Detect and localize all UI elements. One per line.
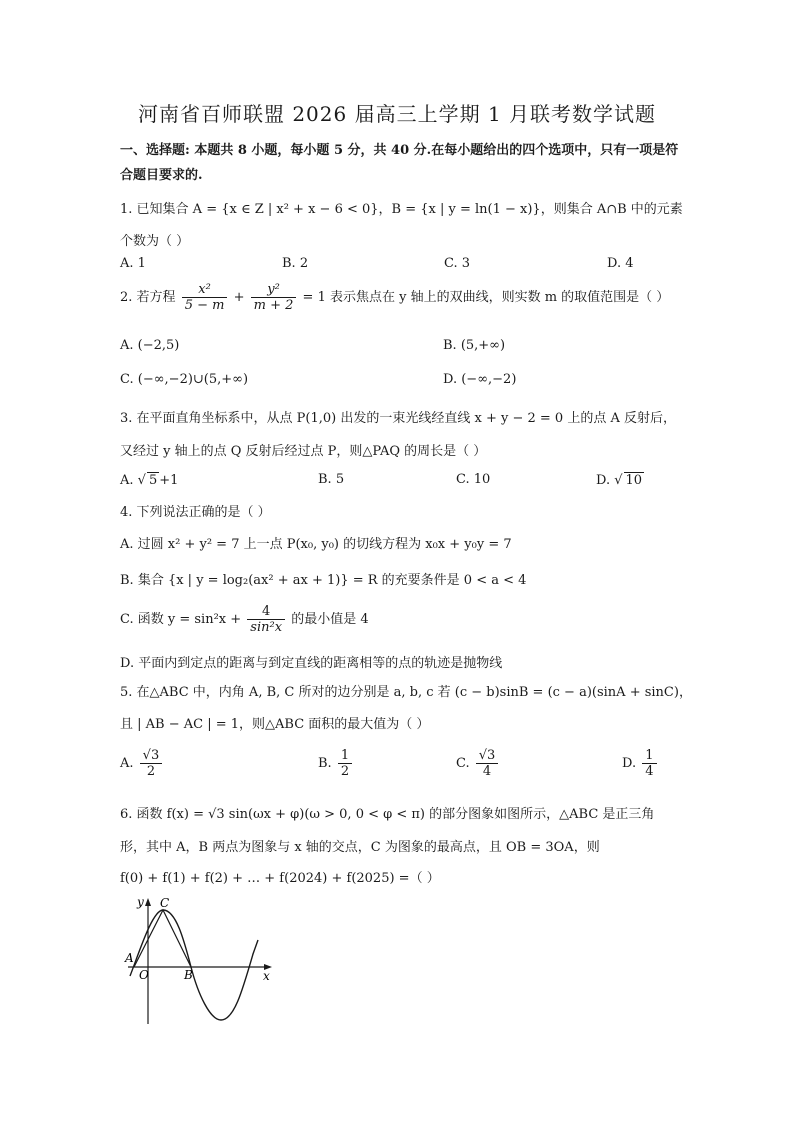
label-c: C: [160, 896, 170, 910]
q3-option-a: [120, 472, 178, 488]
page-title: 河南省百师联盟 2026 届高三上学期 1 月联考数学试题: [137, 102, 657, 126]
q5-option-b-fraction: [338, 748, 352, 779]
q5-stem-line1: 5. 在△ABC 中，内角 A, B, C 所对的边分别是 a, b, c 若 (c − b)sinB = (c − a)(sinA + sinC)，: [120, 685, 692, 700]
q5-option-d: [622, 748, 659, 779]
q6-sine-graph: [118, 896, 288, 1031]
q5-option-c: [456, 748, 500, 779]
q2-option-d: D. (−∞,−2): [443, 372, 517, 387]
q2-fraction-2: [251, 282, 297, 313]
q5-a-den: 2: [146, 764, 156, 779]
q1-stem-line1: 1. 已知集合 A = {x ∈ Z | x² + x − 6 < 0}，B = {x | y = ln(1 − x)}，则集合 A∩B 中的元素: [120, 202, 683, 217]
q2-plus: +: [233, 290, 245, 305]
q3-option-d-label: D.: [596, 473, 615, 488]
q2-suffix: = 1 表示焦点在 y 轴上的双曲线，则实数 m 的取值范围是（ ）: [302, 290, 670, 305]
q2-option-b: B. (5,+∞): [443, 338, 506, 353]
q3-option-a-tail: +1: [159, 473, 179, 488]
q4-optc-num: 4: [247, 604, 285, 620]
q3-option-b: B. 5: [318, 472, 345, 487]
q3-option-d-radicand: 10: [625, 473, 643, 488]
q4-option-d: D. 平面内到定点的距离与到定直线的距离相等的点的轨迹是抛物线: [120, 656, 503, 671]
q1-option-a: A. 1: [120, 256, 146, 271]
q5-b-den: 2: [340, 764, 350, 779]
q1-option-b: B. 2: [282, 256, 309, 271]
q2-frac1-den: 5 − m: [184, 298, 225, 313]
q5-b-num: 1: [338, 748, 352, 764]
q2-frac2-den: m + 2: [253, 298, 294, 313]
q4-stem: 4. 下列说法正确的是（ ）: [120, 505, 271, 520]
q2-frac2-num: y²: [251, 282, 297, 298]
q4-option-a: A. 过圆 x² + y² = 7 上一点 P(x₀, y₀) 的切线方程为 x₀x + y₀y = 7: [120, 537, 512, 552]
q4-option-c-fraction: [247, 604, 285, 635]
label-b: B: [184, 968, 193, 982]
sqrt-icon: √: [614, 473, 623, 488]
q5-option-b: [318, 748, 354, 779]
q5-option-a-fraction: [140, 748, 163, 779]
q3-option-a-label: A.: [120, 473, 138, 488]
q5-option-d-label: D.: [622, 756, 637, 771]
q2-fraction-1: [182, 282, 228, 313]
label-o: O: [139, 968, 149, 982]
q5-stem-line2: 且 | AB − AC | = 1，则△ABC 面积的最大值为（ ）: [120, 717, 430, 732]
q4-option-c-pre: C. 函数 y = sin²x +: [120, 612, 242, 627]
label-a: A: [125, 951, 134, 965]
q1-stem-line2: 个数为（ ）: [120, 234, 190, 249]
label-y: y: [137, 896, 144, 909]
q3-stem-line2: 又经过 y 轴上的点 Q 反射后经过点 P，则△PAQ 的周长是（ ）: [120, 444, 487, 459]
q1-option-c: C. 3: [444, 256, 471, 271]
q4-option-c: [120, 604, 369, 635]
q4-option-b: B. 集合 {x | y = log₂(ax² + ax + 1)} = R 的充要条件是 0 < a < 4: [120, 573, 527, 588]
q5-option-d-fraction: [642, 748, 656, 779]
q3-stem-line1: 3. 在平面直角坐标系中，从点 P(1,0) 出发的一束光线经直线 x + y − 2 = 0 上的点 A 反射后，: [120, 411, 676, 426]
q3-option-c: C. 10: [456, 472, 491, 487]
label-x: x: [263, 969, 270, 983]
q5-option-b-label: B.: [318, 756, 332, 771]
q2-option-a: A. (−2,5): [120, 338, 180, 353]
section-heading: 一、选择题: 本题共 8 小题，每小题 5 分，共 40 分.在每小题给出的四个选项中，只有一项是符合题目要求的.: [120, 143, 679, 183]
y-axis-arrow-icon: [145, 898, 151, 906]
q4-option-c-post: 的最小值是 4: [291, 612, 369, 627]
q5-d-den: 4: [645, 764, 654, 779]
q5-option-c-label: C.: [456, 756, 470, 771]
q5-d-num: 1: [642, 748, 656, 764]
q1-option-d: D. 4: [607, 256, 634, 271]
q3-option-a-radicand: 5: [148, 473, 158, 488]
q2-stem: [120, 282, 669, 313]
q6-stem-line1: 6. 函数 f(x) = √3 sin(ωx + φ)(ω > 0, 0 < φ < π) 的部分图象如图所示，△ABC 是正三角: [120, 807, 655, 822]
q2-prefix: 2. 若方程: [120, 290, 176, 305]
q2-option-c: C. (−∞,−2)∪(5,+∞): [120, 372, 249, 387]
q6-stem-line2: 形，其中 A，B 两点为图象与 x 轴的交点，C 为图象的最高点，且 OB = 3OA，则: [120, 840, 600, 855]
q5-option-a-label: A.: [120, 756, 134, 771]
q5-c-den: 4: [482, 764, 492, 779]
q5-option-c-fraction: [476, 748, 499, 779]
q3-option-d: [596, 472, 644, 488]
sqrt-icon: √: [137, 473, 146, 488]
q5-option-a: [120, 748, 164, 779]
q6-stem-line3: f(0) + f(1) + f(2) + … + f(2024) + f(2025) =（ ）: [120, 871, 440, 886]
q5-c-num: √3: [476, 748, 499, 764]
q5-a-num: √3: [140, 748, 163, 764]
q2-frac1-num: x²: [182, 282, 228, 298]
q4-optc-den: sin²x: [250, 620, 283, 635]
sine-curve: [130, 910, 258, 1020]
